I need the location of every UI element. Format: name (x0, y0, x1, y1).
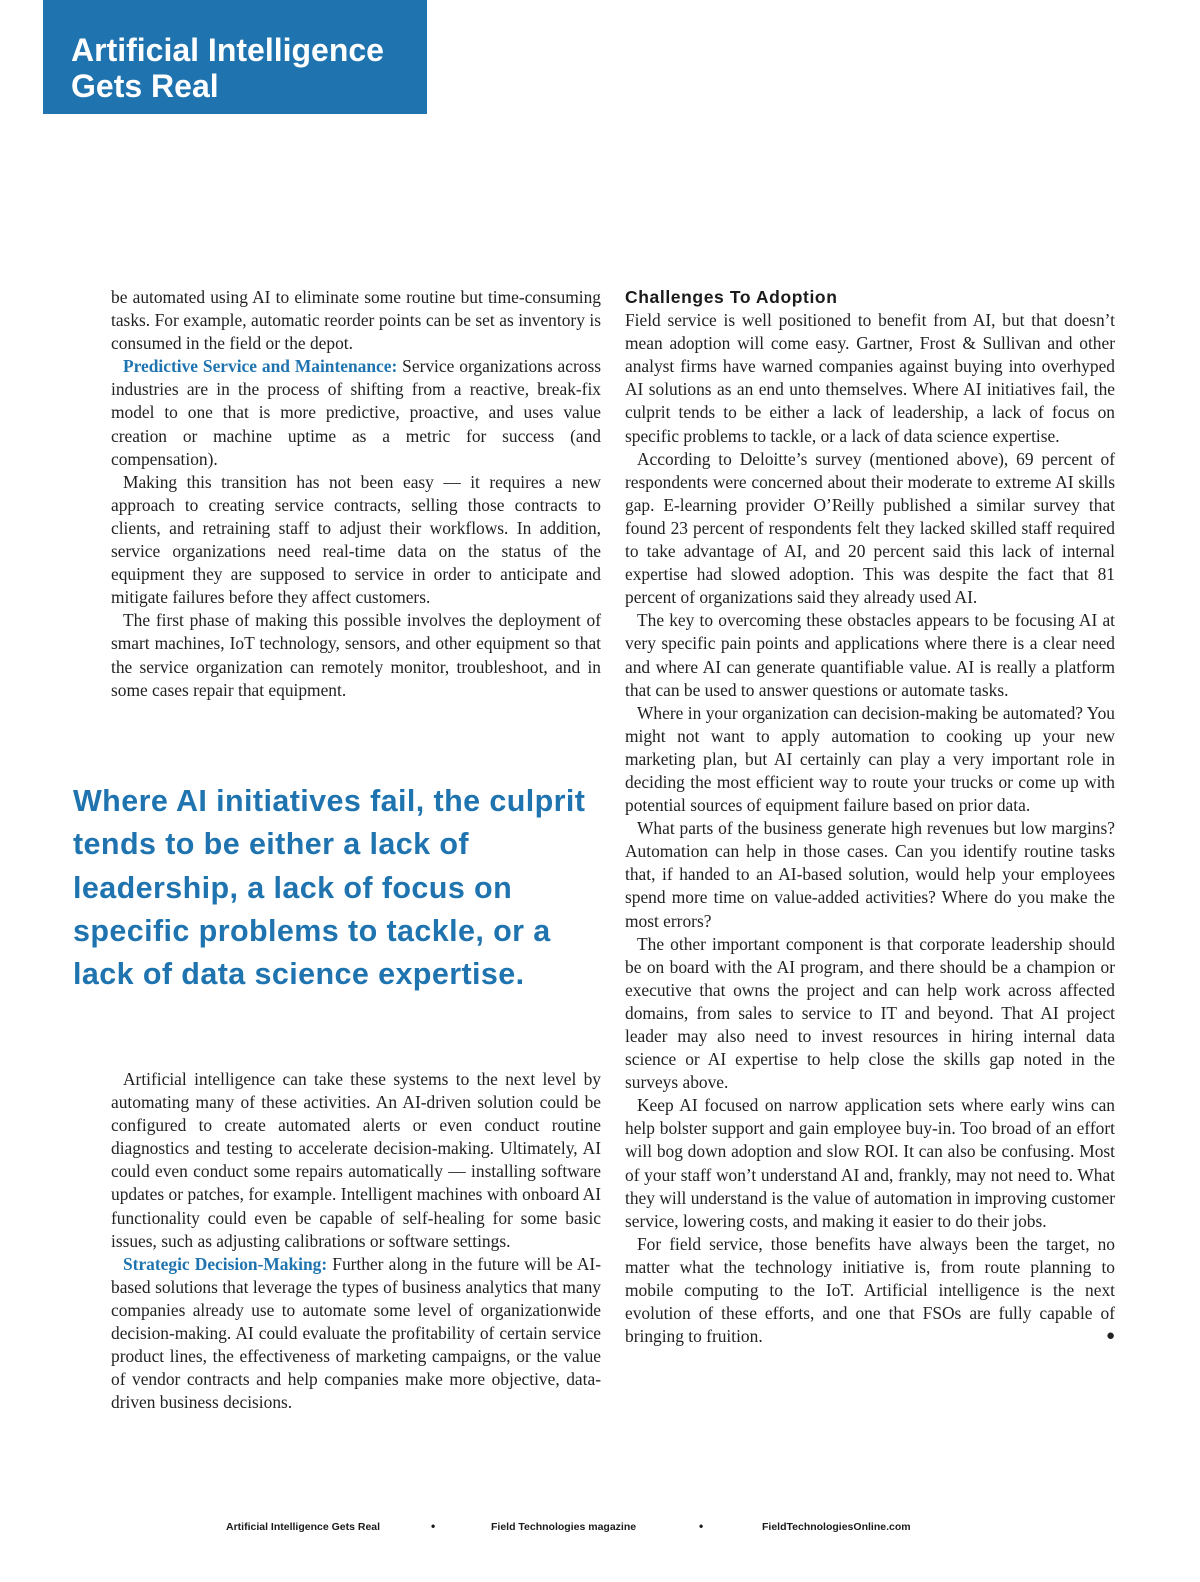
body-paragraph: The first phase of making this possible involves the deployment of smart machines, IoT technology, sensors, and other equipment so that the service organization can remotely monitor, troubleshoot, and in some cases repair that equipment. (111, 610, 601, 700)
left-column-top (111, 286, 601, 702)
run-in-heading: Predictive Service and Maintenance: (123, 356, 398, 377)
right-column (625, 286, 1115, 1348)
body-paragraph: The other important component is that corporate leadership should be on board with the AI program, and there should be a champion or executive that owns the project and can help work across affected domains, from sales to service to IT and beyond. That AI project leader may also need to invest resources in hiring internal data science or AI expertise to help close the skills gap noted in the surveys above. (625, 933, 1115, 1093)
body-paragraph: According to Deloitte’s survey (mentioned above), 69 percent of respondents were concerned about their moderate to extreme AI skills gap. E-learning provider O’Reilly published a similar survey that found 23 percent of respondents felt they lacked skilled staff required to take advantage of AI, and 20 percent said this lack of internal expertise had slowed adoption. This was despite the fact that 81 percent of organizations said they already used AI. (625, 448, 1115, 608)
body-paragraph: Keep AI focused on narrow application sets where early wins can help bolster support and gain employee buy-in. Too broad of an effort will bog down adoption and slow ROI. It can also be confusing. Most of your staff won’t understand AI and, frankly, may not need to. What they will understand is the value of automation in improving customer service, lowering costs, and making it easier to do their jobs. (625, 1095, 1115, 1231)
footer-magazine-name: Field Technologies magazine (491, 1521, 637, 1533)
section-heading: Challenges To Adoption (625, 287, 838, 307)
body-paragraph (111, 355, 601, 470)
paragraph-text: Service organizations across industries are in the process of shifting from a reactive, break-fix model to one that is more predictive, proactive, and uses value creation or machine uptime as a metric for success (and compensation). (111, 356, 601, 469)
body-paragraph: What parts of the business generate high revenues but low margins? Automation can help in those cases. Can you identify routine tasks that, if handed to an AI-based solution, would help your employees spend more time on value-added activities? Where do you make the most errors? (625, 818, 1115, 931)
footer-article-title: Artificial Intelligence Gets Real (226, 1521, 381, 1533)
body-paragraph: Field service is well positioned to benefit from AI, but that doesn’t mean adoption will come easy. Gartner, Frost & Sullivan and other analyst firms have warned companies against buying into overhyped AI solutions as an end unto themselves. Where AI initiatives fail, the culprit tends to be either a lack of leadership, a lack of focus on specific problems to tackle, or a lack of data science expertise. (625, 310, 1115, 446)
pull-quote: Where AI initiatives fail, the culprit tends to be either a lack of leadership, a lack of focus on specific problems to tackle, or a lack of data science expertise. (73, 784, 586, 992)
body-paragraph: The key to overcoming these obstacles appears to be focusing AI at very specific pain points and applications where there is a clear need and where AI can generate quantifiable value. AI is really a platform that can be used to answer questions or automate tasks. (625, 610, 1115, 700)
footer-website: FieldTechnologiesOnline.com (762, 1521, 911, 1533)
end-mark-icon: ● (1105, 1328, 1115, 1345)
run-in-heading: Strategic Decision-Making: (123, 1253, 328, 1274)
title-banner (43, 0, 427, 114)
banner-title-line1: Artificial Intelligence (71, 32, 384, 68)
body-paragraph (625, 1233, 1115, 1348)
footer-separator: • (699, 1519, 704, 1533)
body-paragraph: Making this transition has not been easy — it requires a new approach to creating service contracts, selling those contracts to clients, and retraining staff to adjust their workflows. In addition, service organizations need real-time data on the status of the equipment they are supposed to service in order to anticipate and mitigate failures before they affect customers. (111, 471, 601, 608)
body-paragraph: Where in your organization can decision-making be automated? You might not want to apply automation to cooking up your new marketing plan, but AI certainly can play a very important role in deciding the most efficient way to route your trucks or come up with potential sources of equipment failure based on prior data. (625, 702, 1115, 816)
paragraph-text: For field service, those benefits have always been the target, no matter what the technology initiative is, from route planning to mobile computing to the IoT. Artificial intelligence is the next evolution of these efforts, and one that FSOs are fully capable of bringing to fruition. (625, 1233, 1115, 1347)
page-footer (0, 1518, 1200, 1538)
body-paragraph: Artificial intelligence can take these systems to the next level by automating many of these activities. An AI-driven solution could be configured to create automated alerts or even conduct routine diagnostics and testing to accelerate decision-making. Ultimately, AI could even conduct some repairs automatically — installing software updates or patches, for example. Intelligent machines with onboard AI functionality could even be capable of self-healing for some basic issues, such as adjusting calibrations or software settings. (111, 1069, 601, 1251)
left-column-bottom (111, 1068, 601, 1414)
footer-separator: • (431, 1519, 436, 1533)
banner-title-line2: Gets Real (71, 68, 219, 104)
body-paragraph (111, 1253, 601, 1415)
body-paragraph: be automated using AI to eliminate some routine but time-consuming tasks. For example, automatic reorder points can be set as inventory is consumed in the field or the depot. (111, 287, 601, 354)
paragraph-text: Further along in the future will be AI-based solutions that leverage the types of business analytics that many companies already use to automate some level of organizationwide decision-making. AI could evaluate the profitability of certain service product lines, the effectiveness of marketing campaigns, or the value of vendor contracts and help companies make more objective, data-driven business decisions. (111, 1253, 602, 1413)
